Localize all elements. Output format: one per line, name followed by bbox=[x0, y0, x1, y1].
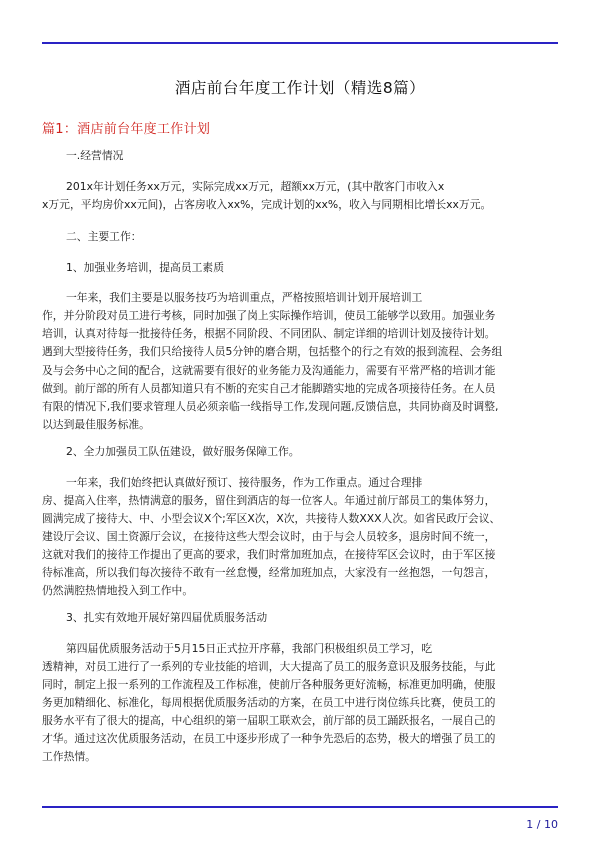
paragraph-line: 做到。前厅部的所有人员都知道只有不断的充实自己才能脚踏实地的完成各项接待任务。在人员 bbox=[42, 382, 496, 395]
paragraph-line: 这就对我们的接待工作提出了更高的要求，我们时常加班加点，在接待军区会议时，由于军区接 bbox=[42, 548, 496, 561]
paragraph-line: 作，并分阶段对员工进行考核，同时加强了岗上实际操作培训，使员工能够学以致用。加强业务 bbox=[42, 309, 496, 322]
bottom-rule bbox=[42, 806, 558, 808]
paragraph-line: 一年来，我们始终把认真做好预订、接待服务，作为工作重点。通过合理排 bbox=[66, 476, 423, 489]
paragraph-line: 2、全力加强员工队伍建设，做好服务保障工作。 bbox=[66, 445, 300, 458]
paragraph-line: 一.经营情况 bbox=[66, 149, 124, 162]
paragraph-line: 201x年计划任务xx万元，实际完成xx万元，超额xx万元，(其中散客门市收入x bbox=[66, 180, 445, 193]
paragraph-line: 一年来，我们主要是以服务技巧为培训重点，严格按照培训计划开展培训工 bbox=[66, 291, 423, 304]
section-heading: 篇1：酒店前台年度工作计划 bbox=[42, 122, 211, 137]
paragraph-line: 工作热情。 bbox=[42, 750, 96, 763]
document-title: 酒店前台年度工作计划（精选8篇） bbox=[174, 79, 426, 97]
paragraph-line: 才华。通过这次优质服务活动，在员工中逐步形成了一种争先恐后的态势，极大的增强了员工的 bbox=[42, 732, 496, 745]
paragraph-line: 3、扎实有效地开展好第四届优质服务活动 bbox=[66, 611, 268, 624]
paragraph-line: 同时，制定上报一系列的工作流程及工作标准，使前厅各种服务更好流畅，标准更加明确，使服 bbox=[42, 678, 496, 691]
paragraph-line: 1、加强业务培训，提高员工素质 bbox=[66, 261, 225, 274]
paragraph-line: 以达到最佳服务标准。 bbox=[42, 418, 150, 431]
paragraph-line: 及与会务中心之间的配合，这就需要有很好的业务能力及沟通能力，需要有平常严格的培训才能 bbox=[42, 364, 496, 377]
paragraph-line: 建设厅会议、国土资源厅会议，在接待这些大型会议时，由于与会人员较多，退房时间不统一， bbox=[42, 530, 496, 543]
top-rule bbox=[42, 42, 558, 44]
paragraph-line: 第四届优质服务活动于5月15日正式拉开序幕，我部门积极组织员工学习，吃 bbox=[66, 642, 433, 655]
paragraph-line: 遇到大型接待任务，我们只给接待人员5分钟的磨合期，包括整个的行之有效的报到流程、会务组 bbox=[42, 345, 503, 358]
paragraph-line: 有限的情况下,我们要求管理人员必须亲临一线指导工作,发现问题,反馈信息，共同协商及时调整, bbox=[42, 400, 499, 413]
paragraph-line: 服务水平有了很大的提高，中心组织的第一届职工联欢会，前厅部的员工踊跃报名，一展自己的 bbox=[42, 714, 496, 727]
page-indicator: 1 / 10 bbox=[526, 818, 558, 831]
paragraph-line: 透精神，对员工进行了一系列的专业技能的培训，大大提高了员工的服务意识及服务技能，与此 bbox=[42, 660, 496, 673]
paragraph-line: 务更加精细化、标准化，每周根据优质服务活动的方案，在员工中进行岗位练兵比赛，使员工的 bbox=[42, 696, 496, 709]
paragraph-line: 二、主要工作： bbox=[66, 230, 142, 243]
paragraph-line: 培训，认真对待每一批接待任务，根据不同阶段、不同团队、制定详细的培训计划及接待计划。 bbox=[42, 327, 496, 340]
paragraph-line: 待标准高，所以我们每次接待不敢有一丝怠慢，经常加班加点，大家没有一丝抱怨，一句怨言， bbox=[42, 566, 496, 579]
paragraph-line: 仍然满腔热情地投入到工作中。 bbox=[42, 584, 194, 597]
paragraph-line: 圆满完成了接待大、中、小型会议X个;军区X次，X次，共接待人数XXX人次。如省民政厅会议、 bbox=[42, 512, 501, 525]
paragraph-line: 房、提高入住率，热情满意的服务，留住到酒店的每一位客人。年通过前厅部员工的集体努力， bbox=[42, 494, 496, 507]
paragraph-line: x万元，平均房价xx元间)，占客房收入xx%，完成计划的xx%，收入与同期相比增长xx万元。 bbox=[42, 198, 492, 211]
